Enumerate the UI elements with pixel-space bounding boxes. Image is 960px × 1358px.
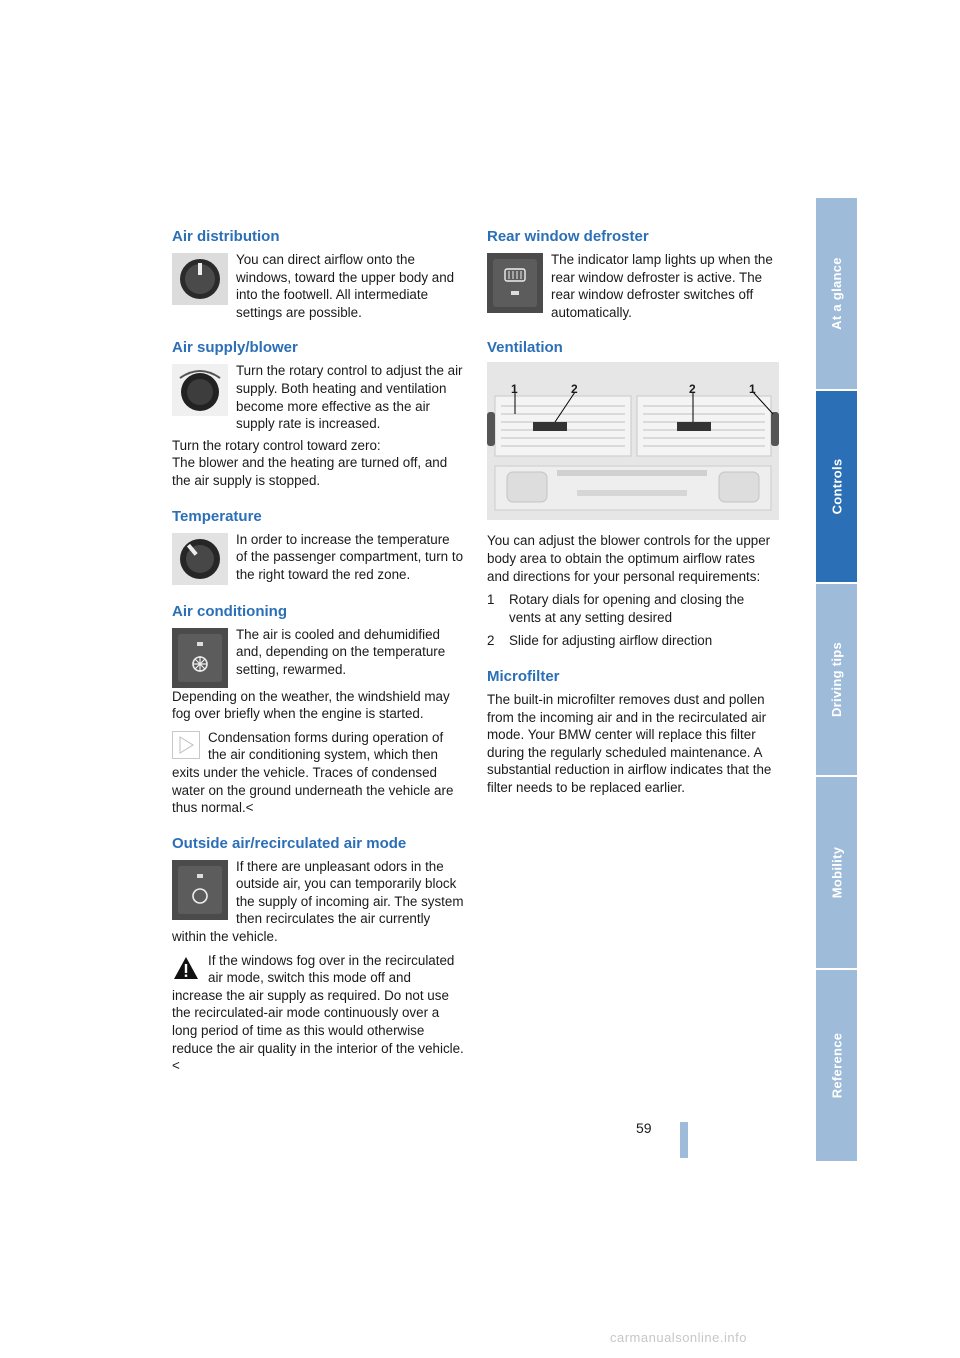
fig-label-2-right: 2 <box>689 382 696 397</box>
heading-microfilter: Microfilter <box>487 667 560 685</box>
section-ventilation <box>487 339 779 650</box>
section-air-supply <box>172 339 464 489</box>
section-temperature <box>172 508 464 585</box>
rear-defroster-button-icon <box>487 253 543 313</box>
section-recirculated-air <box>172 835 464 1075</box>
fig-label-1-left: 1 <box>511 382 518 397</box>
side-tabs <box>816 198 857 1163</box>
tab-at-a-glance[interactable]: At a glance <box>816 198 857 389</box>
temperature-text: In order to increase the temperature of the passenger compartment, turn to the right toward the red zone. <box>236 531 464 582</box>
rear-defroster-text: The indicator lamp lights up when the rear window defroster is active. The rear window defroster switches off automatically. <box>551 252 773 320</box>
air-supply-text: Turn the rotary control to adjust the air supply. Both heating and ventilation become more effective as the air supply rate is increased. <box>236 363 463 432</box>
fig-label-2-left: 2 <box>571 382 578 397</box>
air-distribution-text: You can direct airflow onto the windows, toward the upper body and into the footwell. All intermediate settings are possible. <box>236 252 455 320</box>
list-item <box>487 591 779 626</box>
ac-text-2: Depending on the weather, the windshield may fog over briefly when the engine is started. <box>172 688 450 722</box>
recirculated-text: If there are unpleasant odors in the outside air, you can temporarily block the supply of incoming air. The system then recirculates the air currently within the vehicle. <box>172 858 464 945</box>
microfilter-text: The built-in microfilter removes dust and pollen from the incoming air and in the recirculated air mode. Your BMW center will replace this filter during the regularly scheduled maintenance. A substantial reduction in airflow indicates that the filter needs to be replaced earlier. <box>487 691 772 795</box>
ventilation-text: You can adjust the blower controls for the upper body area to obtain the optimum airflow rates and directions for your personal requirements: <box>487 533 771 584</box>
temperature-knob-icon <box>172 533 228 585</box>
page-number-bar <box>680 1122 688 1158</box>
list-item-number: 1 <box>487 592 495 608</box>
tab-controls[interactable]: Controls <box>816 391 857 582</box>
ac-text: The air is cooled and dehumidified and, depending on the temperature setting, rewarmed. <box>236 626 446 677</box>
list-item-number: 2 <box>487 633 495 649</box>
blower-knob-icon <box>172 364 228 416</box>
tab-reference[interactable]: Reference <box>816 970 857 1161</box>
heading-ventilation: Ventilation <box>487 339 563 357</box>
heading-air-conditioning: Air conditioning <box>172 602 287 620</box>
section-air-conditioning <box>172 603 464 817</box>
heading-rear-defroster: Rear window defroster <box>487 228 649 245</box>
air-supply-text-2: Turn the rotary control toward zero: <box>172 437 381 453</box>
ac-button-icon <box>172 628 228 688</box>
recirculated-warning <box>172 952 464 1075</box>
section-air-distribution <box>172 228 464 321</box>
heading-air-distribution: Air distribution <box>172 228 280 245</box>
ac-note <box>172 729 464 817</box>
recirculated-warning-text: If the windows fog over in the recirculated air mode, switch this mode off and increase the air supply as required. Do not use the recirculated-air mode continuously over a long period of time as this would otherwise reduce the air quality in the interior of the vehicle.< <box>172 952 464 1074</box>
ac-note-text: Condensation forms during operation of the air conditioning system, which then exits under the vehicle. Traces of condensed water on the ground underneath the vehicle are thus normal.< <box>172 729 454 816</box>
list-item-text: Rotary dials for opening and closing the vents at any setting desired <box>509 592 745 625</box>
footer-watermark: carmanualsonline.info <box>610 1330 747 1345</box>
fig-label-1-right: 1 <box>749 382 756 397</box>
tab-driving-tips[interactable]: Driving tips <box>816 584 857 775</box>
recirculation-button-icon <box>172 860 228 920</box>
heading-air-supply: Air supply/blower <box>172 339 298 357</box>
heading-temperature: Temperature <box>172 507 262 525</box>
warning-icon <box>172 954 200 982</box>
air-supply-text-3: The blower and the heating are turned off, and the air supply is stopped. <box>172 455 448 488</box>
heading-recirculated-air: Outside air/recirculated air mode <box>172 834 407 852</box>
section-rear-defroster <box>487 228 779 321</box>
ventilation-legend <box>487 591 779 650</box>
tab-mobility[interactable]: Mobility <box>816 777 857 968</box>
right-column <box>487 228 779 815</box>
list-item-text: Slide for adjusting airflow direction <box>509 633 713 649</box>
section-microfilter <box>487 668 779 797</box>
page-number: 59 <box>636 1120 652 1136</box>
note-triangle-icon <box>172 731 200 759</box>
air-distribution-knob-icon <box>172 253 228 305</box>
ventilation-figure <box>487 362 779 520</box>
left-column <box>172 228 464 1093</box>
list-item <box>487 632 779 650</box>
